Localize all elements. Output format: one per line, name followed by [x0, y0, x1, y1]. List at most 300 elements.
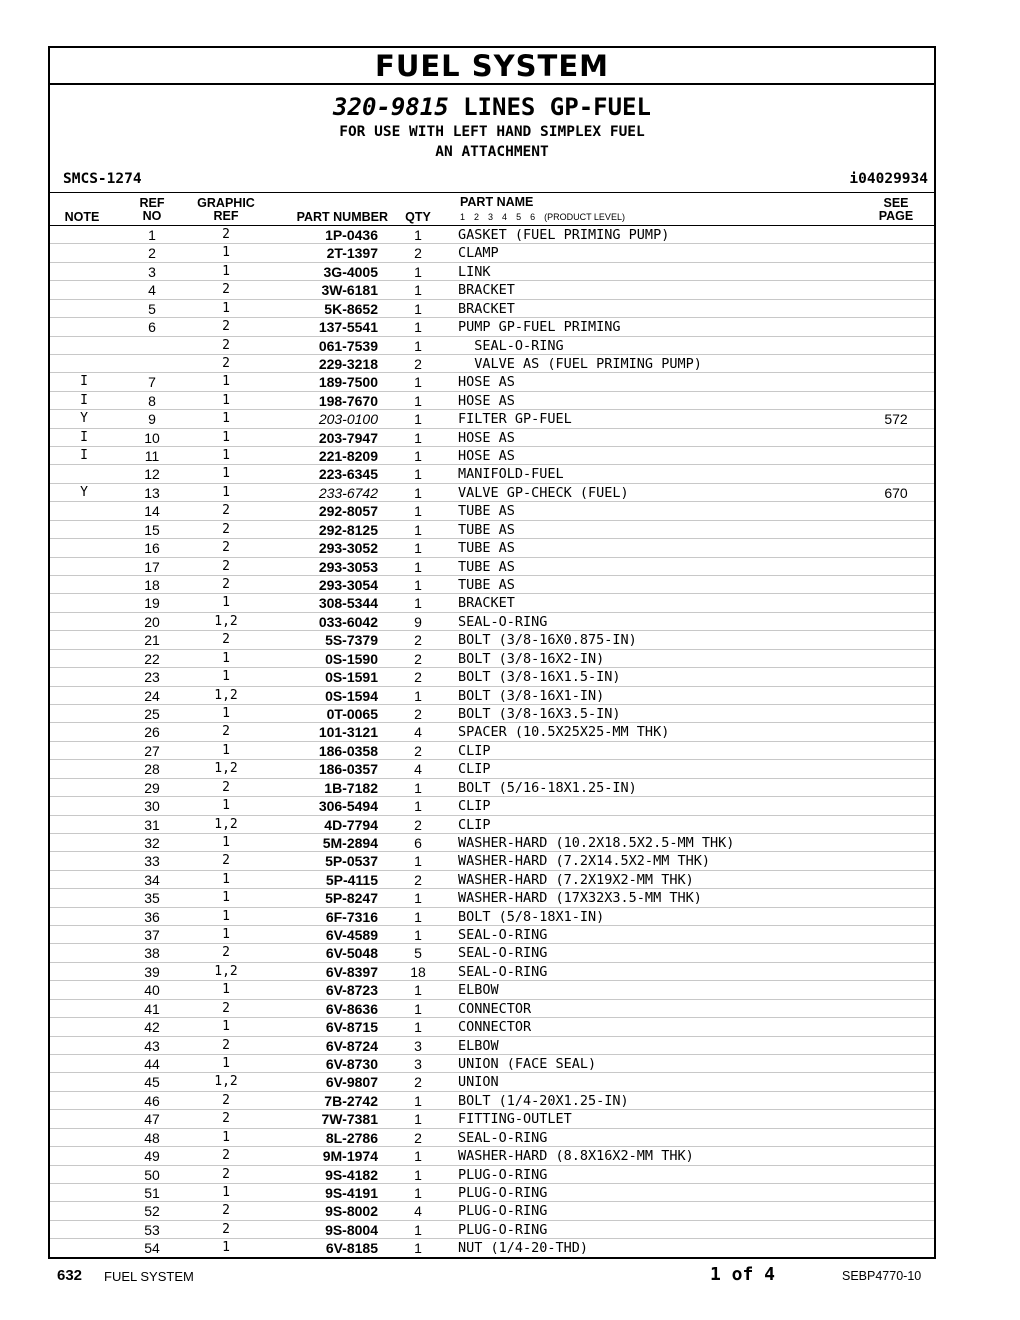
row-graphic-ref: 1 — [222, 411, 230, 427]
header-graphic-line2: REF — [213, 209, 239, 223]
row-graphic-ref: 1 — [222, 890, 230, 906]
row-qty: 1 — [414, 429, 422, 446]
row-ref-no: 19 — [144, 595, 160, 612]
row-graphic-ref: 1 — [222, 798, 230, 814]
row-ref-no: 51 — [144, 1184, 160, 1201]
row-graphic-ref: 1 — [222, 245, 230, 261]
row-part-number: 3W-6181 — [321, 282, 378, 299]
row-part-number: 5S-7379 — [325, 632, 378, 649]
row-part-name: WASHER-HARD (10.2X18.5X2.5-MM THK) — [458, 834, 735, 851]
row-graphic-ref: 2 — [222, 853, 230, 869]
table-row — [50, 263, 934, 281]
row-note: Y — [80, 484, 88, 500]
row-ref-no: 24 — [144, 687, 160, 704]
group-subtitle-line2: AN ATTACHMENT — [435, 144, 549, 160]
row-part-name: TUBE AS — [458, 577, 515, 594]
row-graphic-ref: 2 — [222, 632, 230, 648]
row-qty: 2 — [414, 816, 422, 833]
row-part-name: WASHER-HARD (17X32X3.5-MM THK) — [458, 890, 702, 907]
row-graphic-ref: 2 — [222, 1148, 230, 1164]
table-row — [50, 889, 934, 907]
row-ref-no: 52 — [144, 1203, 160, 1220]
row-qty: 1 — [414, 982, 422, 999]
row-graphic-ref: 2 — [222, 1221, 230, 1237]
row-qty: 1 — [414, 374, 422, 391]
row-graphic-ref: 2 — [222, 1092, 230, 1108]
table-row — [50, 981, 934, 999]
row-part-name: BOLT (5/8-18X1-IN) — [458, 908, 605, 925]
row-part-name: CLAMP — [458, 245, 499, 262]
row-part-name: CONNECTOR — [458, 1019, 532, 1036]
group-subtitle-line1: FOR USE WITH LEFT HAND SIMPLEX FUEL — [339, 124, 645, 140]
row-graphic-ref: 1 — [222, 374, 230, 390]
row-part-number: 6V-8397 — [325, 963, 378, 980]
row-part-name: SEAL-O-RING — [458, 1129, 548, 1146]
row-qty: 1 — [414, 853, 422, 870]
row-qty: 1 — [414, 890, 422, 907]
table-row — [50, 465, 934, 483]
row-graphic-ref: 1 — [222, 429, 230, 445]
row-qty: 1 — [414, 1184, 422, 1201]
row-see-page[interactable]: 670 — [884, 484, 908, 501]
table-row — [50, 852, 934, 870]
row-part-name: TUBE AS — [458, 521, 515, 538]
table-row — [50, 1221, 934, 1239]
row-graphic-ref: 2 — [222, 1166, 230, 1182]
level-1: 1 — [460, 212, 466, 222]
row-ref-no: 10 — [144, 429, 160, 446]
row-part-number: 5P-4115 — [325, 871, 378, 888]
row-graphic-ref: 2 — [222, 227, 230, 242]
row-part-name: MANIFOLD-FUEL — [458, 466, 564, 483]
table-row — [50, 300, 934, 318]
row-ref-no: 22 — [144, 650, 160, 667]
row-qty: 3 — [414, 1037, 422, 1054]
row-graphic-ref: 1 — [222, 466, 230, 482]
header-see-page — [874, 197, 918, 223]
row-part-number: 308-5344 — [318, 595, 378, 612]
row-part-name: SEAL-O-RING — [458, 927, 548, 944]
row-graphic-ref: 2 — [222, 282, 230, 298]
row-qty: 1 — [414, 1148, 422, 1165]
section-title: FUEL SYSTEM — [50, 48, 934, 85]
row-note: I — [80, 392, 88, 408]
row-ref-no: 3 — [148, 263, 156, 280]
table-row — [50, 447, 934, 465]
row-ref-no: 41 — [144, 1000, 160, 1017]
table-row — [50, 742, 934, 760]
row-ref-no: 18 — [144, 577, 160, 594]
row-qty: 9 — [414, 613, 422, 630]
row-qty: 1 — [414, 484, 422, 501]
row-part-name: CLIP — [458, 816, 491, 833]
row-part-number: 0S-1594 — [325, 687, 378, 704]
level-4: 4 — [502, 212, 508, 222]
row-ref-no: 17 — [144, 558, 160, 575]
row-part-number: 0S-1590 — [325, 650, 378, 667]
row-ref-no: 39 — [144, 963, 160, 980]
row-part-number: 186-0357 — [318, 761, 378, 778]
table-row — [50, 871, 934, 889]
row-graphic-ref: 1 — [222, 650, 230, 666]
row-part-number: 0S-1591 — [325, 669, 378, 686]
table-row — [50, 1055, 934, 1073]
table-row — [50, 521, 934, 539]
row-part-name: SEAL-O-RING — [458, 945, 548, 962]
row-ref-no: 35 — [144, 890, 160, 907]
row-graphic-ref: 1,2 — [214, 761, 238, 777]
table-row — [50, 834, 934, 852]
row-ref-no: 50 — [144, 1166, 160, 1183]
row-qty: 1 — [414, 521, 422, 538]
row-part-number: 203-7947 — [318, 429, 378, 446]
row-part-name: TUBE AS — [458, 540, 515, 557]
row-qty: 2 — [414, 669, 422, 686]
row-qty: 2 — [414, 650, 422, 667]
row-qty: 1 — [414, 1019, 422, 1036]
row-part-name: HOSE AS — [458, 429, 515, 446]
row-part-number: 229-3218 — [318, 355, 378, 372]
row-part-number: 6V-8730 — [325, 1055, 378, 1072]
row-ref-no: 14 — [144, 503, 160, 520]
row-part-number: 5M-2894 — [322, 834, 378, 851]
row-ref-no: 5 — [148, 300, 156, 317]
row-graphic-ref: 2 — [222, 540, 230, 556]
row-qty: 1 — [414, 282, 422, 299]
row-ref-no: 37 — [144, 927, 160, 944]
header-ref-no — [132, 197, 172, 223]
table-row — [50, 355, 934, 373]
row-graphic-ref: 1 — [222, 834, 230, 850]
row-part-name: SEAL-O-RING — [458, 963, 548, 980]
row-part-name: BOLT (3/8-16X2-IN) — [458, 650, 605, 667]
row-graphic-ref: 2 — [222, 1111, 230, 1127]
table-row — [50, 631, 934, 649]
row-part-number: 6V-8715 — [325, 1019, 378, 1036]
row-graphic-ref: 2 — [222, 577, 230, 593]
row-part-name: BOLT (3/8-16X1.5-IN) — [458, 669, 621, 686]
table-row — [50, 576, 934, 594]
page-footer — [0, 1264, 1020, 1290]
row-part-number: 061-7539 — [318, 337, 378, 354]
row-graphic-ref: 2 — [222, 503, 230, 519]
level-3: 3 — [488, 212, 494, 222]
row-part-number: 1P-0436 — [325, 227, 378, 243]
row-part-number: 8L-2786 — [325, 1129, 378, 1146]
table-row — [50, 318, 934, 336]
row-qty: 1 — [414, 392, 422, 409]
row-part-name: HOSE AS — [458, 448, 515, 465]
row-graphic-ref: 1 — [222, 448, 230, 464]
row-graphic-ref: 1 — [222, 742, 230, 758]
table-row — [50, 1037, 934, 1055]
table-row — [50, 650, 934, 668]
row-graphic-ref: 2 — [222, 1203, 230, 1219]
row-graphic-ref: 1 — [222, 908, 230, 924]
row-part-number: 186-0358 — [318, 742, 378, 759]
row-graphic-ref: 2 — [222, 521, 230, 537]
row-qty: 1 — [414, 540, 422, 557]
row-qty: 4 — [414, 724, 422, 741]
table-row — [50, 1092, 934, 1110]
level-6: 6 — [530, 212, 536, 222]
table-row — [50, 797, 934, 815]
row-qty: 1 — [414, 448, 422, 465]
row-qty: 1 — [414, 263, 422, 280]
row-ref-no: 44 — [144, 1055, 160, 1072]
row-part-name: CLIP — [458, 798, 491, 815]
row-qty: 2 — [414, 632, 422, 649]
row-ref-no: 53 — [144, 1221, 160, 1238]
row-qty: 1 — [414, 227, 422, 243]
row-ref-no: 20 — [144, 613, 160, 630]
row-ref-no: 16 — [144, 540, 160, 557]
row-part-number: 5K-8652 — [324, 300, 378, 317]
header-graphic-line1: GRAPHIC — [197, 196, 255, 210]
row-graphic-ref: 1 — [222, 871, 230, 887]
row-graphic-ref: 2 — [222, 1000, 230, 1016]
row-qty: 1 — [414, 1092, 422, 1109]
table-row — [50, 558, 934, 576]
row-part-number: 9S-4191 — [325, 1184, 378, 1201]
row-graphic-ref: 1 — [222, 1019, 230, 1035]
row-part-number: 189-7500 — [318, 374, 378, 391]
row-qty: 2 — [414, 871, 422, 888]
table-row — [50, 410, 934, 428]
row-part-number: 6V-5048 — [325, 945, 378, 962]
row-ref-no: 54 — [144, 1240, 160, 1257]
row-part-name: WASHER-HARD (7.2X14.5X2-MM THK) — [458, 853, 710, 870]
row-part-number: 6V-8636 — [325, 1000, 378, 1017]
row-part-name: SEAL-O-RING — [458, 613, 548, 630]
header-note: NOTE — [64, 210, 100, 224]
row-part-name: CONNECTOR — [458, 1000, 532, 1017]
table-row — [50, 392, 934, 410]
row-part-name: PLUG-O-RING — [458, 1184, 548, 1201]
row-part-number: 6V-9807 — [325, 1074, 378, 1091]
row-part-name: NUT (1/4-20-THD) — [458, 1240, 589, 1257]
row-ref-no: 1 — [148, 227, 156, 243]
row-ref-no: 40 — [144, 982, 160, 999]
table-row — [50, 1166, 934, 1184]
row-part-number: 292-8125 — [318, 521, 378, 538]
row-part-number: 2T-1397 — [326, 245, 378, 262]
group-header — [50, 85, 934, 192]
table-row — [50, 244, 934, 262]
table-row — [50, 687, 934, 705]
row-graphic-ref: 2 — [222, 355, 230, 371]
row-graphic-ref: 1 — [222, 1240, 230, 1256]
table-row — [50, 1202, 934, 1220]
row-ref-no: 13 — [144, 484, 160, 501]
row-graphic-ref: 1 — [222, 263, 230, 279]
row-part-number: 9M-1974 — [322, 1148, 378, 1165]
row-qty: 2 — [414, 1129, 422, 1146]
row-part-number: 3G-4005 — [323, 263, 378, 280]
row-part-name: SPACER (10.5X25X25-MM THK) — [458, 724, 670, 741]
row-part-number: 0T-0065 — [326, 705, 378, 722]
header-ref-line1: REF — [139, 196, 165, 210]
header-see-line1: SEE — [883, 196, 909, 210]
row-graphic-ref: 2 — [222, 319, 230, 335]
row-part-name: GASKET (FUEL PRIMING PUMP) — [458, 227, 670, 243]
row-ref-no: 8 — [148, 392, 156, 409]
row-ref-no: 4 — [148, 282, 156, 299]
row-qty: 2 — [414, 705, 422, 722]
table-row — [50, 594, 934, 612]
row-qty: 1 — [414, 577, 422, 594]
row-part-number: 1B-7182 — [324, 779, 378, 796]
row-ref-no: 11 — [144, 448, 160, 465]
row-part-name: FITTING-OUTLET — [458, 1111, 572, 1128]
row-qty: 1 — [414, 927, 422, 944]
row-part-name: ELBOW — [458, 982, 499, 999]
row-part-name: BOLT (3/8-16X1-IN) — [458, 687, 605, 704]
row-part-number: 137-5541 — [318, 319, 378, 336]
row-qty: 6 — [414, 834, 422, 851]
row-see-page[interactable]: 572 — [884, 411, 908, 428]
row-part-name: PLUG-O-RING — [458, 1221, 548, 1238]
row-part-number: 6V-8185 — [325, 1240, 378, 1257]
table-row — [50, 429, 934, 447]
row-ref-no: 32 — [144, 834, 160, 851]
row-part-number: 198-7670 — [318, 392, 378, 409]
row-graphic-ref: 1 — [222, 669, 230, 685]
header-product-levels — [460, 212, 634, 222]
row-ref-no: 27 — [144, 742, 160, 759]
row-qty: 1 — [414, 908, 422, 925]
row-part-name: BOLT (3/8-16X0.875-IN) — [458, 632, 637, 649]
row-part-name: BOLT (5/16-18X1.25-IN) — [458, 779, 637, 796]
footer-publication: SEBP4770-10 — [842, 1269, 922, 1283]
row-ref-no: 34 — [144, 871, 160, 888]
table-row — [50, 373, 934, 391]
row-ref-no: 33 — [144, 853, 160, 870]
table-row — [50, 281, 934, 299]
row-part-name: WASHER-HARD (7.2X19X2-MM THK) — [458, 871, 694, 888]
group-name: LINES GP-FUEL — [463, 93, 651, 121]
row-ref-no: 31 — [144, 816, 160, 833]
table-row — [50, 1018, 934, 1036]
row-part-number: 6V-8723 — [325, 982, 378, 999]
row-graphic-ref: 1 — [222, 982, 230, 998]
row-ref-no: 9 — [148, 411, 156, 428]
row-qty: 2 — [414, 742, 422, 759]
row-part-name: VALVE GP-CHECK (FUEL) — [458, 484, 629, 501]
row-part-name: PUMP GP-FUEL PRIMING — [458, 319, 621, 336]
row-ref-no: 26 — [144, 724, 160, 741]
row-part-number: 9S-4182 — [325, 1166, 378, 1183]
row-note: I — [80, 429, 88, 445]
row-qty: 2 — [414, 355, 422, 372]
table-row — [50, 613, 934, 631]
row-ref-no: 48 — [144, 1129, 160, 1146]
row-part-number: 221-8209 — [318, 448, 378, 465]
level-5: 5 — [516, 212, 522, 222]
row-qty: 1 — [414, 595, 422, 612]
row-part-name: BRACKET — [458, 282, 515, 299]
row-graphic-ref: 1 — [222, 300, 230, 316]
header-ref-line2: NO — [142, 209, 162, 223]
row-part-name: FILTER GP-FUEL — [458, 411, 572, 428]
row-part-name: TUBE AS — [458, 558, 515, 575]
row-qty: 2 — [414, 1074, 422, 1091]
parts-list-frame — [48, 46, 936, 1259]
row-qty: 1 — [414, 779, 422, 796]
row-ref-no: 28 — [144, 761, 160, 778]
table-row — [50, 944, 934, 962]
row-part-name: ELBOW — [458, 1037, 499, 1054]
row-qty: 1 — [414, 466, 422, 483]
row-part-number: 4D-7794 — [324, 816, 378, 833]
table-row — [50, 502, 934, 520]
row-graphic-ref: 1,2 — [214, 687, 238, 703]
row-qty: 1 — [414, 1240, 422, 1257]
row-part-name: TUBE AS — [458, 503, 515, 520]
table-row — [50, 760, 934, 778]
table-row — [50, 668, 934, 686]
row-part-number: 5P-0537 — [325, 853, 378, 870]
row-part-number: 233-6742 — [318, 484, 378, 501]
row-part-name: HOSE AS — [458, 374, 515, 391]
column-headers — [50, 192, 934, 226]
table-row — [50, 1000, 934, 1018]
row-part-number: 293-3053 — [318, 558, 378, 575]
row-qty: 1 — [414, 411, 422, 428]
row-graphic-ref: 1,2 — [214, 613, 238, 629]
row-part-number: 9S-8004 — [325, 1221, 378, 1238]
table-row — [50, 908, 934, 926]
row-part-number: 6F-7316 — [325, 908, 378, 925]
row-qty: 1 — [414, 300, 422, 317]
table-row — [50, 816, 934, 834]
row-qty: 1 — [414, 503, 422, 520]
row-graphic-ref: 1 — [222, 927, 230, 943]
table-row — [50, 1110, 934, 1128]
level-label: (PRODUCT LEVEL) — [544, 212, 625, 222]
table-row — [50, 723, 934, 741]
row-part-name: WASHER-HARD (8.8X16X2-MM THK) — [458, 1148, 694, 1165]
row-ref-no: 38 — [144, 945, 160, 962]
row-part-number: 6V-8724 — [325, 1037, 378, 1054]
row-ref-no: 7 — [148, 374, 156, 391]
parts-table-body — [50, 226, 934, 1258]
row-part-number: 9S-8002 — [325, 1203, 378, 1220]
row-qty: 1 — [414, 687, 422, 704]
row-part-number: 101-3121 — [318, 724, 378, 741]
row-graphic-ref: 1 — [222, 484, 230, 500]
row-part-name: PLUG-O-RING — [458, 1166, 548, 1183]
row-qty: 2 — [414, 245, 422, 262]
header-part-name: PART NAME — [460, 195, 534, 209]
row-graphic-ref: 2 — [222, 724, 230, 740]
table-row — [50, 705, 934, 723]
row-ref-no: 2 — [148, 245, 156, 262]
table-row — [50, 226, 934, 244]
row-part-name: LINK — [458, 263, 491, 280]
row-part-name: PLUG-O-RING — [458, 1203, 548, 1220]
row-ref-no: 6 — [148, 319, 156, 336]
row-part-number: 293-3052 — [318, 540, 378, 557]
table-row — [50, 926, 934, 944]
row-ref-no: 21 — [144, 632, 160, 649]
header-graphic-ref — [186, 197, 266, 223]
table-row — [50, 1239, 934, 1257]
row-part-name: CLIP — [458, 761, 491, 778]
row-part-number: 306-5494 — [318, 798, 378, 815]
row-graphic-ref: 2 — [222, 779, 230, 795]
row-graphic-ref: 1 — [222, 1184, 230, 1200]
